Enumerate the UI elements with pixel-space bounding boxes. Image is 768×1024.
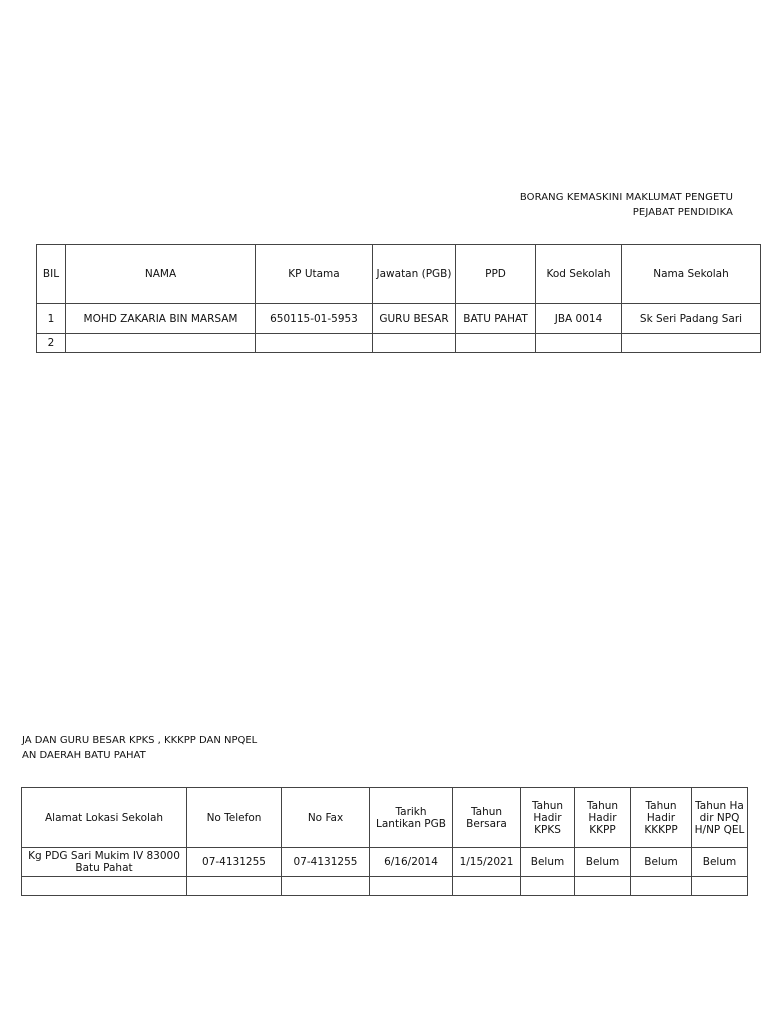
table-row (22, 877, 748, 896)
cell-ppd: BATU PAHAT (456, 304, 536, 334)
cell-kod-sekolah (536, 334, 622, 353)
table-header-row (22, 788, 748, 848)
cell-kp-utama (256, 334, 373, 353)
school-info-table (21, 787, 748, 896)
header-no-fax: No Fax (282, 788, 370, 848)
cell-nama (66, 334, 256, 353)
table-row (37, 304, 761, 334)
cell-tahun-hadir-kkpp (575, 877, 631, 896)
cell-no-telefon (187, 877, 282, 896)
form-title-continued (22, 733, 257, 763)
cell-ppd (456, 334, 536, 353)
cell-tahun-hadir-kkpp: Belum (575, 848, 631, 877)
cell-tahun-hadir-kkkpp: Belum (631, 848, 692, 877)
form-title-cont-line1: JA DAN GURU BESAR KPKS , KKKPP DAN NPQEL (22, 735, 258, 746)
teacher-info-table (36, 244, 761, 353)
header-kod-sekolah: Kod Sekolah (536, 245, 622, 304)
form-title-line2: PEJABAT PENDIDIKA (632, 207, 733, 218)
cell-tahun-hadir-kkkpp (631, 877, 692, 896)
header-jawatan: Jawatan (PGB) (373, 245, 456, 304)
header-tahun-hadir-npqh: Tahun Hadir NPQH/NP QEL (692, 788, 748, 848)
cell-no-telefon: 07-4131255 (187, 848, 282, 877)
cell-tahun-hadir-kpks (521, 877, 575, 896)
header-tahun-hadir-kpks: Tahun Hadir KPKS (521, 788, 575, 848)
header-tahun-hadir-kkpp: Tahun Hadir KKPP (575, 788, 631, 848)
cell-tahun-hadir-npqh: Belum (692, 848, 748, 877)
cell-nama-sekolah (622, 334, 761, 353)
cell-alamat (22, 877, 187, 896)
header-tarikh-lantikan: Tarikh Lantikan PGB (370, 788, 453, 848)
form-title (400, 190, 733, 220)
cell-tahun-hadir-npqh (692, 877, 748, 896)
cell-alamat: Kg PDG Sari Mukim IV 83000 Batu Pahat (22, 848, 187, 877)
cell-jawatan (373, 334, 456, 353)
cell-no-fax (282, 877, 370, 896)
form-title-cont-line2: AN DAERAH BATU PAHAT (22, 750, 146, 761)
cell-kp-utama: 650115-01-5953 (256, 304, 373, 334)
cell-tahun-bersara: 1/15/2021 (453, 848, 521, 877)
table-row (22, 848, 748, 877)
cell-jawatan: GURU BESAR (373, 304, 456, 334)
cell-nama: MOHD ZAKARIA BIN MARSAM (66, 304, 256, 334)
cell-nama-sekolah: Sk Seri Padang Sari (622, 304, 761, 334)
cell-kod-sekolah: JBA 0014 (536, 304, 622, 334)
table-header-row (37, 245, 761, 304)
cell-bil: 2 (37, 334, 66, 353)
form-title-line1: BORANG KEMASKINI MAKLUMAT PENGETU (519, 192, 733, 203)
header-no-telefon: No Telefon (187, 788, 282, 848)
cell-tarikh-lantikan (370, 877, 453, 896)
cell-tahun-hadir-kpks: Belum (521, 848, 575, 877)
header-alamat: Alamat Lokasi Sekolah (22, 788, 187, 848)
cell-no-fax: 07-4131255 (282, 848, 370, 877)
cell-bil: 1 (37, 304, 66, 334)
cell-tarikh-lantikan: 6/16/2014 (370, 848, 453, 877)
table-row (37, 334, 761, 353)
header-tahun-bersara: Tahun Bersara (453, 788, 521, 848)
header-ppd: PPD (456, 245, 536, 304)
header-tahun-hadir-kkkpp: Tahun Hadir KKKPP (631, 788, 692, 848)
header-nama-sekolah: Nama Sekolah (622, 245, 761, 304)
cell-tahun-bersara (453, 877, 521, 896)
header-nama: NAMA (66, 245, 256, 304)
header-kp-utama: KP Utama (256, 245, 373, 304)
header-bil: BIL (37, 245, 66, 304)
